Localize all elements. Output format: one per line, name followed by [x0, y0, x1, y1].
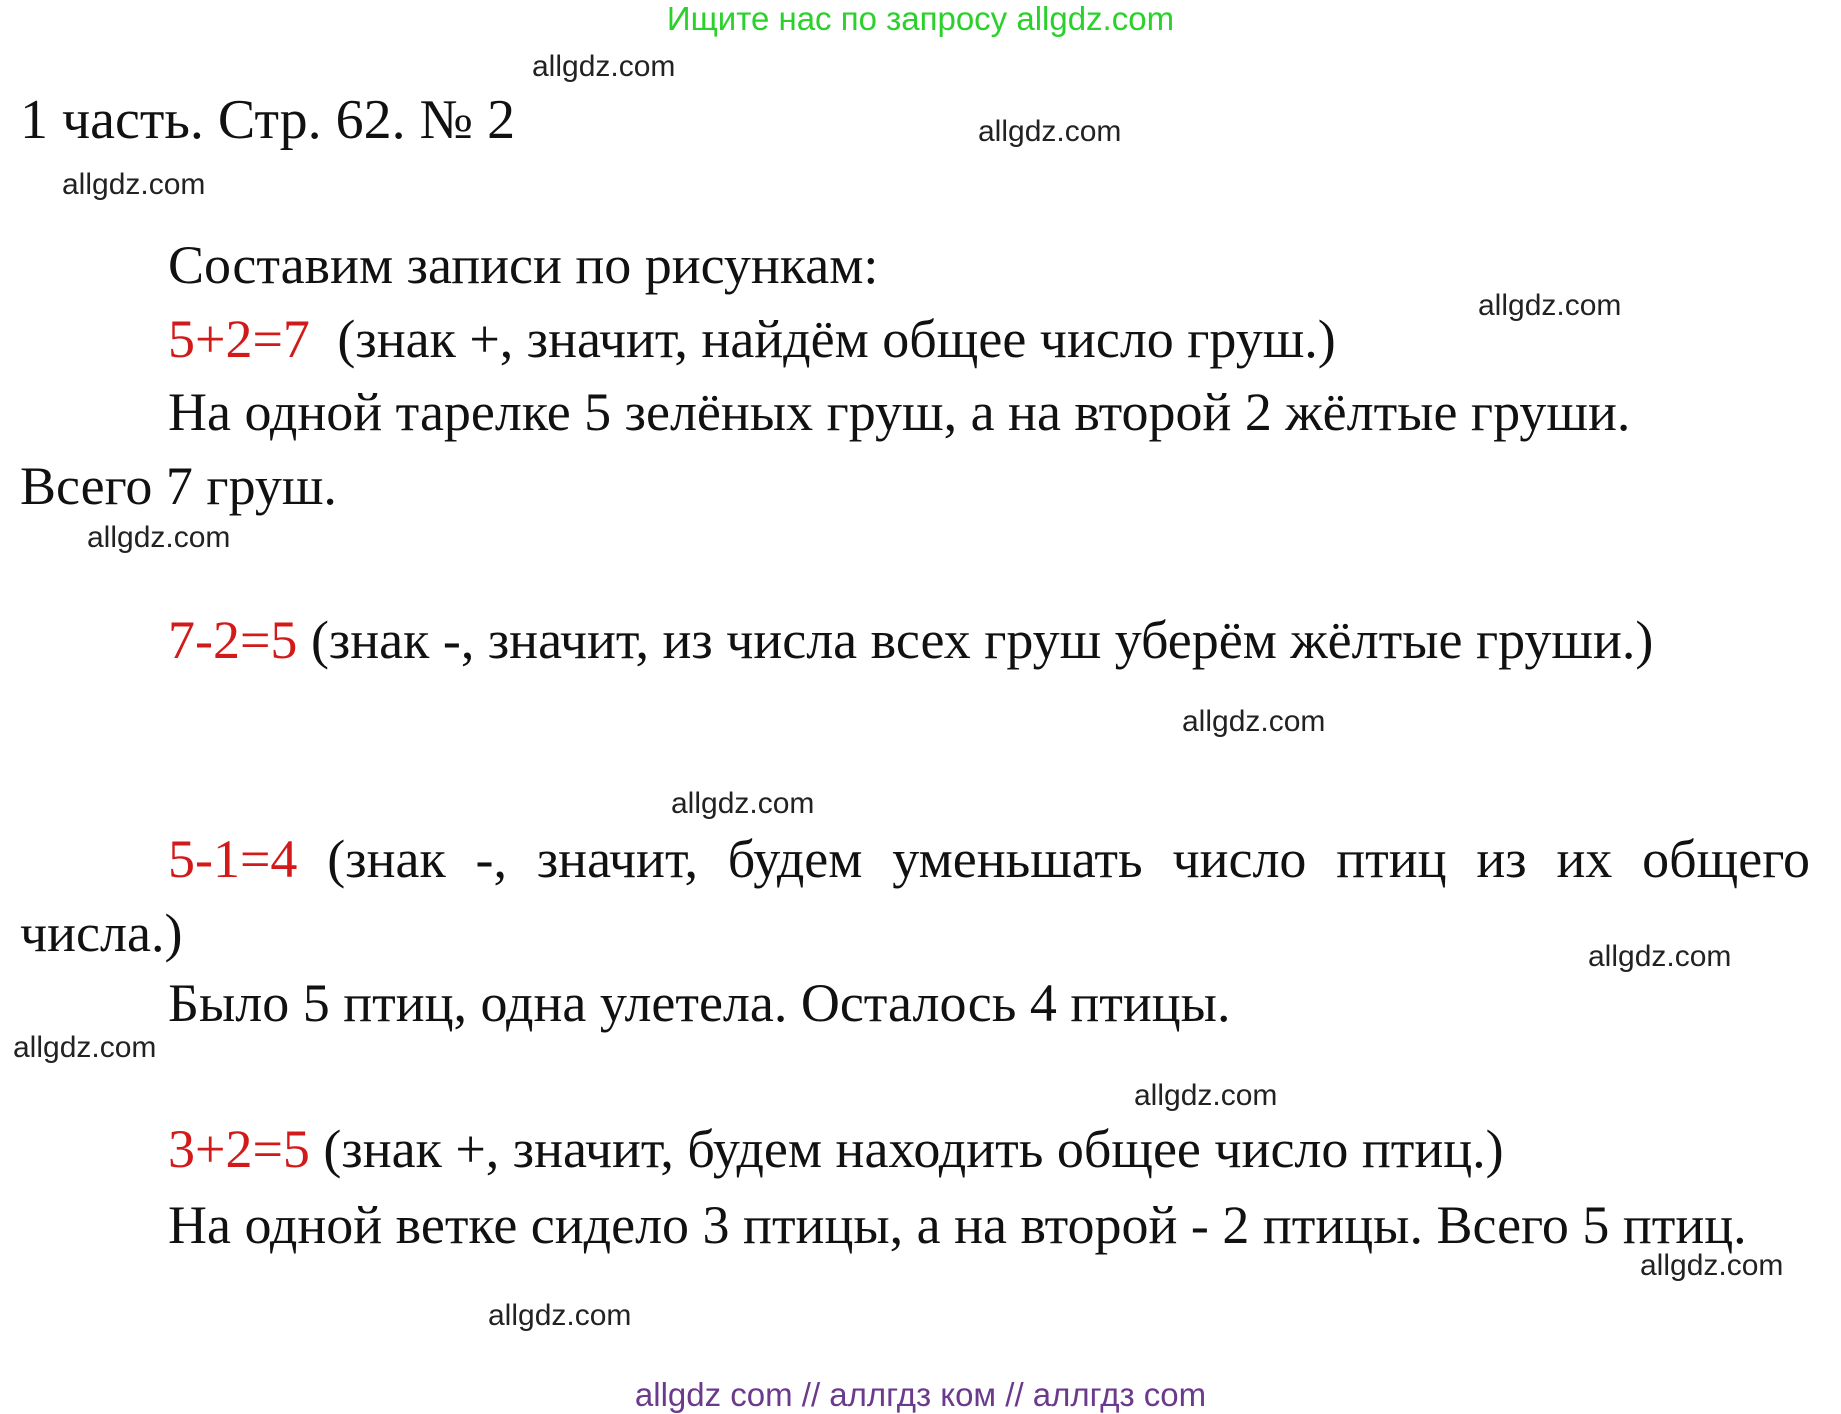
watermark: allgdz.com: [1640, 1249, 1784, 1282]
watermark: allgdz.com: [1588, 940, 1732, 973]
watermark: allgdz.com: [62, 168, 206, 201]
watermark: allgdz.com: [13, 1031, 157, 1064]
equation: 5-1=4: [168, 829, 298, 889]
equation-note: (знак -, значит, будем уменьшать число птиц из их общего числа.): [20, 829, 1810, 963]
item-1-formula-line: [168, 308, 1336, 370]
item-1-text-2: Всего 7 груш.: [20, 456, 337, 516]
item-3-paragraph: [20, 822, 1810, 970]
top-banner: Ищите нас по запросу allgdz.com: [666, 0, 1175, 37]
equation: 7-2=5: [168, 610, 298, 670]
equation-note: (знак -, значит, из числа всех груш уберём жёлтые груши.): [310, 610, 1654, 670]
watermark: allgdz.com: [488, 1299, 632, 1332]
watermark: allgdz.com: [671, 787, 815, 820]
page-title: 1 часть. Стр. 62. № 2: [20, 89, 516, 151]
watermark: allgdz.com: [1134, 1079, 1278, 1112]
equation: 5+2=7: [168, 309, 310, 369]
item-2-paragraph: [20, 603, 1810, 677]
intro-text: Составим записи по рисункам:: [168, 235, 879, 295]
equation-note: (знак +, значит, найдём общее число груш.): [337, 309, 1336, 369]
item-4-paragraph: На одной ветке сидело 3 птицы, а на второй - 2 птицы. Всего 5 птиц.: [168, 1195, 1747, 1255]
equation: 3+2=5: [168, 1119, 310, 1179]
equation-note: (знак +, значит, будем находить общее число птиц.): [323, 1119, 1504, 1179]
watermark: allgdz.com: [1478, 289, 1622, 322]
watermark: allgdz.com: [1182, 705, 1326, 738]
watermark: allgdz.com: [87, 521, 231, 554]
item-3-text: Было 5 птиц, одна улетела. Осталось 4 птицы.: [168, 973, 1231, 1033]
watermark: allgdz.com: [532, 50, 676, 83]
item-4-formula-line: [168, 1118, 1504, 1180]
item-1-text: На одной тарелке 5 зелёных груш, а на второй 2 жёлтые груши.: [168, 382, 1631, 442]
watermark: allgdz.com: [978, 115, 1122, 148]
footer-links: allgdz com // аллгдз ком // аллгдз com: [634, 1376, 1207, 1413]
